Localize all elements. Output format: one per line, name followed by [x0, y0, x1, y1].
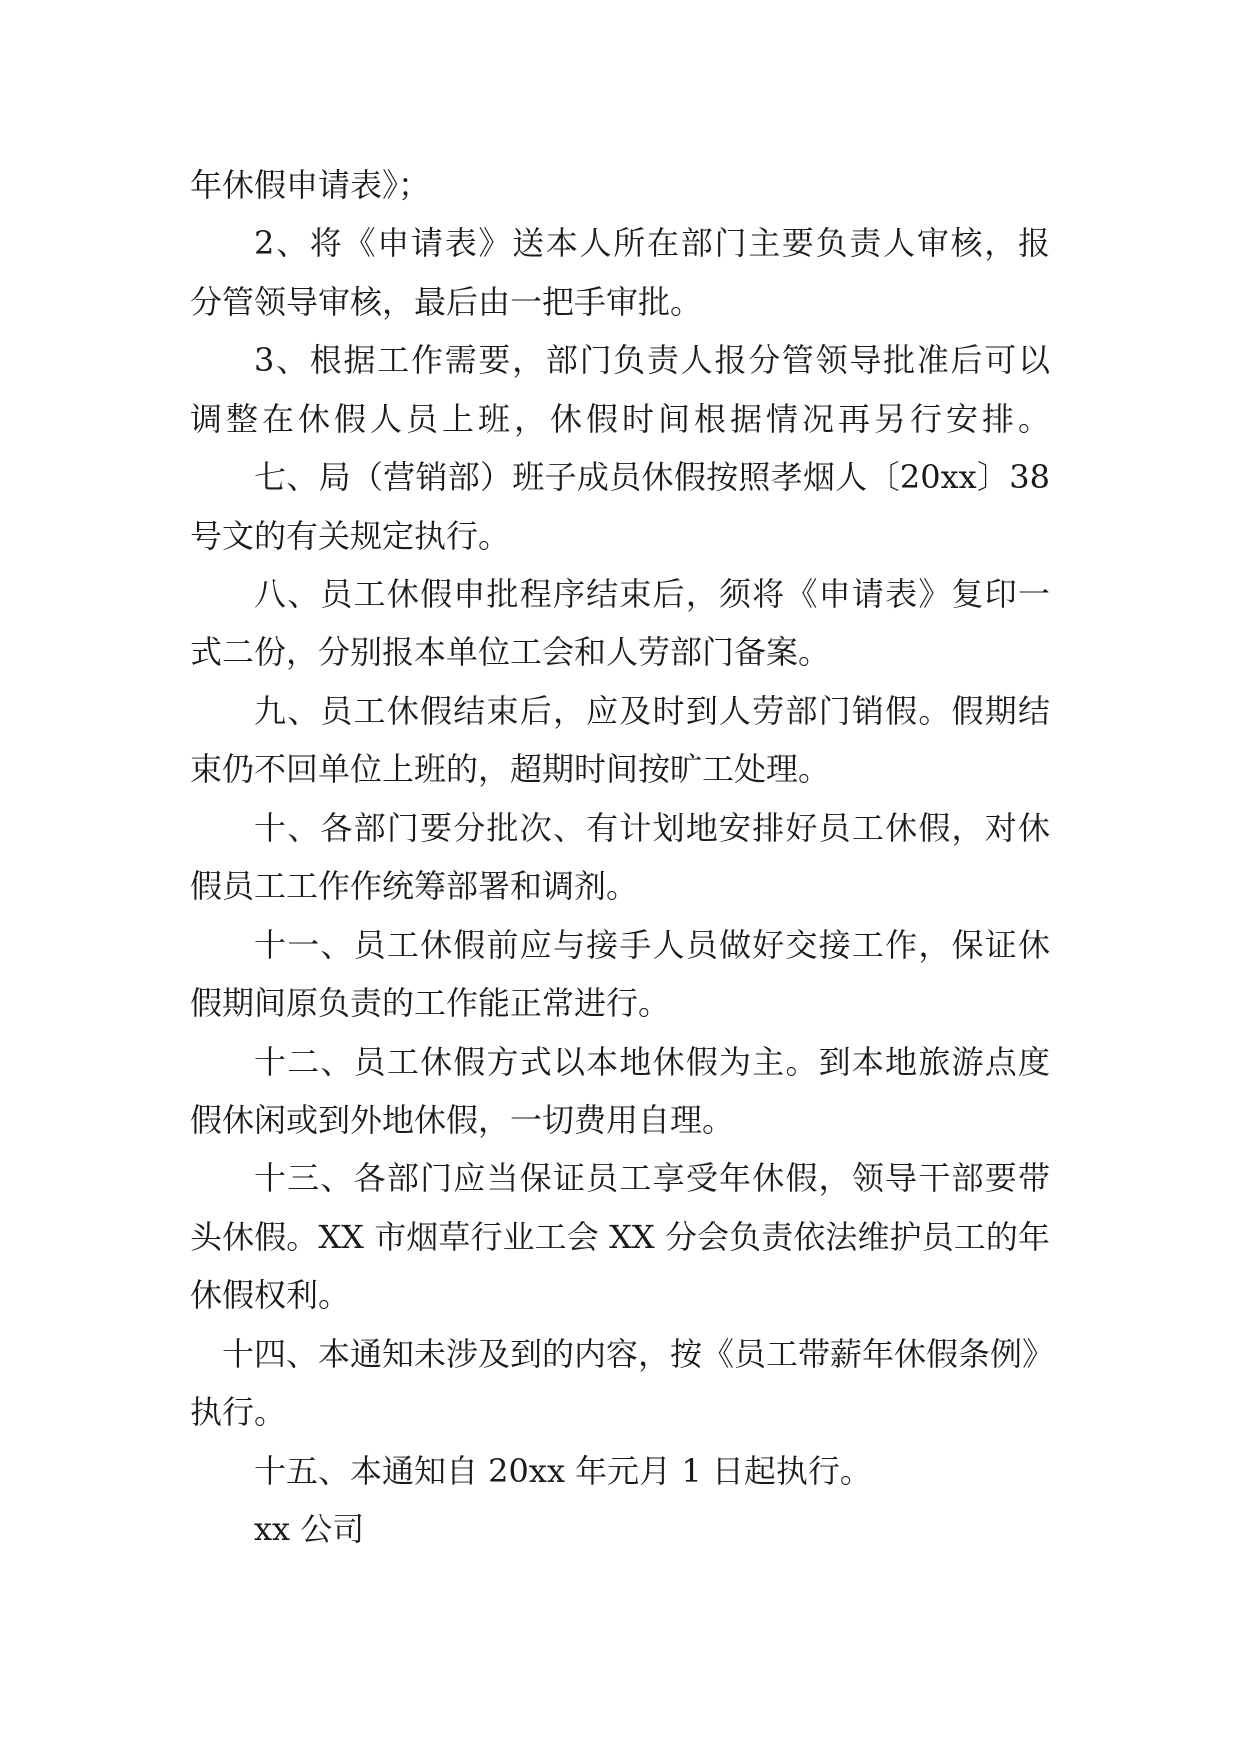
text-line: 十、各部门要分批次、有计划地安排好员工休假，对休	[254, 809, 1050, 847]
text-line: 束仍不回单位上班的，超期时间按旷工处理。	[190, 750, 831, 788]
text-line: 调整在休假人员上班，休假时间根据情况再另行安排。	[190, 400, 1050, 438]
text-line: 十一、员工休假前应与接手人员做好交接工作，保证休	[254, 926, 1050, 964]
text-line: 假员工工作作统筹部署和调剂。	[190, 867, 639, 905]
text-line: 分管领导审核，最后由一把手审批。	[190, 283, 703, 321]
text-line: 假休闲或到外地休假，一切费用自理。	[190, 1101, 735, 1139]
text-line: 执行。	[190, 1393, 287, 1431]
text-line: 年休假申请表》；	[190, 166, 431, 204]
text-line: 式二份，分别报本单位工会和人劳部门备案。	[190, 633, 831, 671]
text-line: 休假权利。	[190, 1276, 351, 1314]
text-line: 十三、各部门应当保证员工享受年休假，领导干部要带	[254, 1159, 1050, 1197]
text-line: 假期间原负责的工作能正常进行。	[190, 984, 671, 1022]
text-line: 十四、本通知未涉及到的内容，按《员工带薪年休假条例》	[222, 1335, 1055, 1373]
text-line: 2、将《申请表》送本人所在部门主要负责人审核，报	[254, 224, 1050, 262]
text-line: 十五、本通知自 20xx 年元月 1 日起执行。	[254, 1452, 872, 1490]
text-line: 七、局（营销部）班子成员休假按照孝烟人〔20xx〕38	[254, 458, 1050, 496]
text-line: 号文的有关规定执行。	[190, 517, 511, 555]
text-line: 九、员工休假结束后，应及时到人劳部门销假。假期结	[254, 692, 1050, 730]
text-line: 头休假。XX 市烟草行业工会 XX 分会负责依法维护员工的年	[190, 1218, 1050, 1256]
text-line: 八、员工休假申批程序结束后，须将《申请表》复印一	[254, 575, 1050, 613]
signature: xx 公司	[254, 1510, 365, 1548]
text-line: 3、根据工作需要，部门负责人报分管领导批准后可以	[254, 341, 1050, 379]
text-line: 十二、员工休假方式以本地休假为主。到本地旅游点度	[254, 1043, 1050, 1081]
